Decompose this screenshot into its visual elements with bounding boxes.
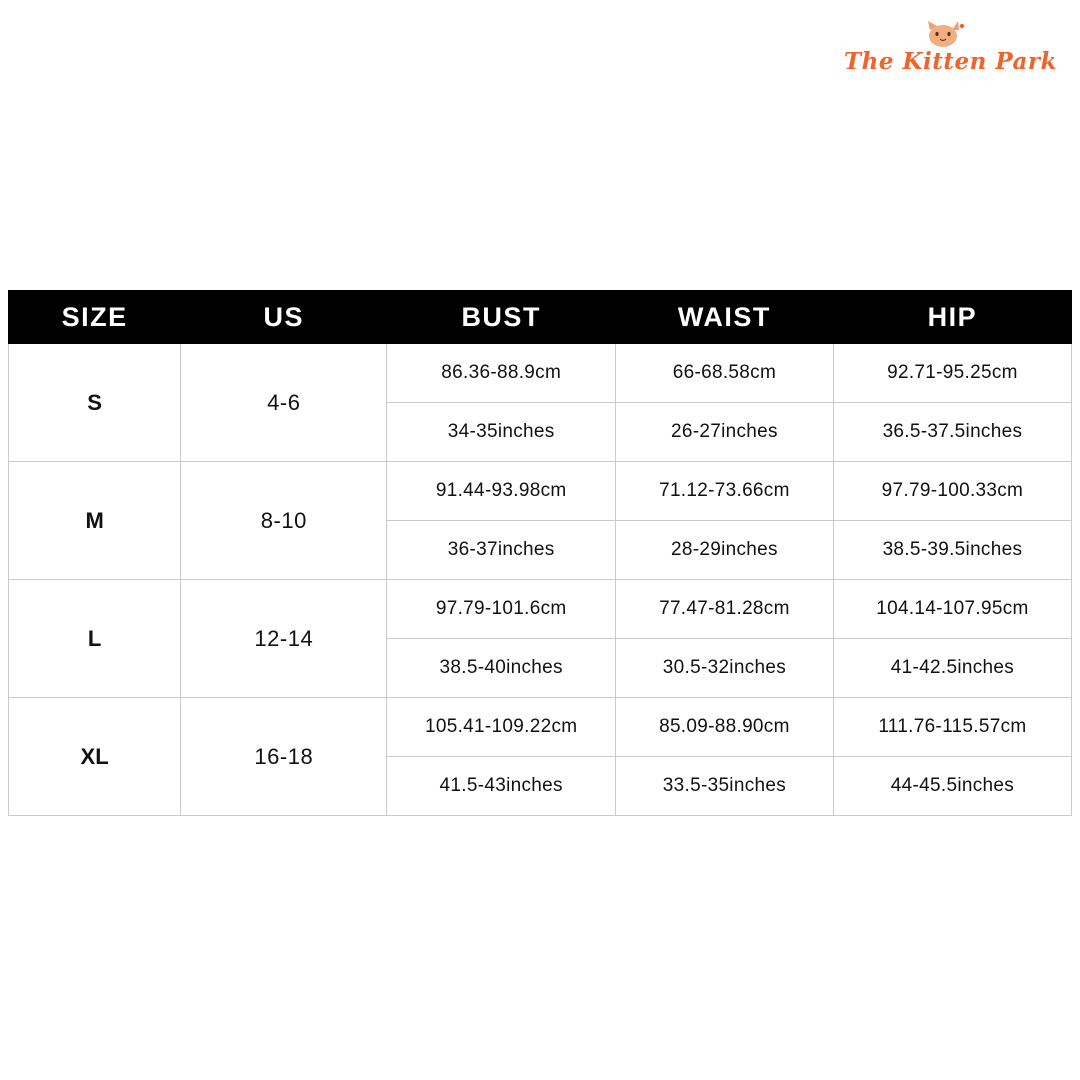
cell-waist-m-in: 28-29inches — [615, 521, 833, 580]
cell-waist-xl-in: 33.5-35inches — [615, 757, 833, 816]
cell-bust-xl-in: 41.5-43inches — [387, 757, 616, 816]
cell-waist-l-in: 30.5-32inches — [615, 639, 833, 698]
cell-us-m: 8-10 — [181, 462, 387, 580]
cell-waist-s-cm: 66-68.58cm — [615, 344, 833, 403]
header-hip: HIP — [833, 291, 1071, 344]
header-waist: WAIST — [615, 291, 833, 344]
table-row — [9, 698, 1072, 757]
cell-bust-m-in: 36-37inches — [387, 521, 616, 580]
header-us: US — [181, 291, 387, 344]
cell-us-l: 12-14 — [181, 580, 387, 698]
cell-hip-xl-in: 44-45.5inches — [833, 757, 1071, 816]
cell-size-s: S — [9, 344, 181, 462]
cell-size-m: M — [9, 462, 181, 580]
size-table — [8, 290, 1072, 816]
cell-hip-l-cm: 104.14-107.95cm — [833, 580, 1071, 639]
table-row — [9, 580, 1072, 639]
cell-bust-l-cm: 97.79-101.6cm — [387, 580, 616, 639]
cell-hip-s-cm: 92.71-95.25cm — [833, 344, 1071, 403]
header-size: SIZE — [9, 291, 181, 344]
table-row — [9, 344, 1072, 403]
cell-hip-xl-cm: 111.76-115.57cm — [833, 698, 1071, 757]
cell-hip-s-in: 36.5-37.5inches — [833, 403, 1071, 462]
cell-bust-s-cm: 86.36-88.9cm — [387, 344, 616, 403]
brand-name: The Kitten Park — [844, 48, 1057, 75]
cell-us-s: 4-6 — [181, 344, 387, 462]
cell-size-l: L — [9, 580, 181, 698]
table-row — [9, 462, 1072, 521]
cell-waist-s-in: 26-27inches — [615, 403, 833, 462]
cell-size-xl: XL — [9, 698, 181, 816]
size-chart — [8, 290, 1072, 816]
cell-bust-xl-cm: 105.41-109.22cm — [387, 698, 616, 757]
cell-us-xl: 16-18 — [181, 698, 387, 816]
cell-bust-l-in: 38.5-40inches — [387, 639, 616, 698]
cell-waist-m-cm: 71.12-73.66cm — [615, 462, 833, 521]
cell-hip-m-in: 38.5-39.5inches — [833, 521, 1071, 580]
cell-hip-l-in: 41-42.5inches — [833, 639, 1071, 698]
header-bust: BUST — [387, 291, 616, 344]
cell-waist-xl-cm: 85.09-88.90cm — [615, 698, 833, 757]
cell-hip-m-cm: 97.79-100.33cm — [833, 462, 1071, 521]
cell-bust-s-in: 34-35inches — [387, 403, 616, 462]
kitten-face-icon — [922, 20, 966, 50]
cell-bust-m-cm: 91.44-93.98cm — [387, 462, 616, 521]
brand-logo — [844, 18, 1057, 88]
table-header-row — [9, 291, 1072, 344]
cell-waist-l-cm: 77.47-81.28cm — [615, 580, 833, 639]
